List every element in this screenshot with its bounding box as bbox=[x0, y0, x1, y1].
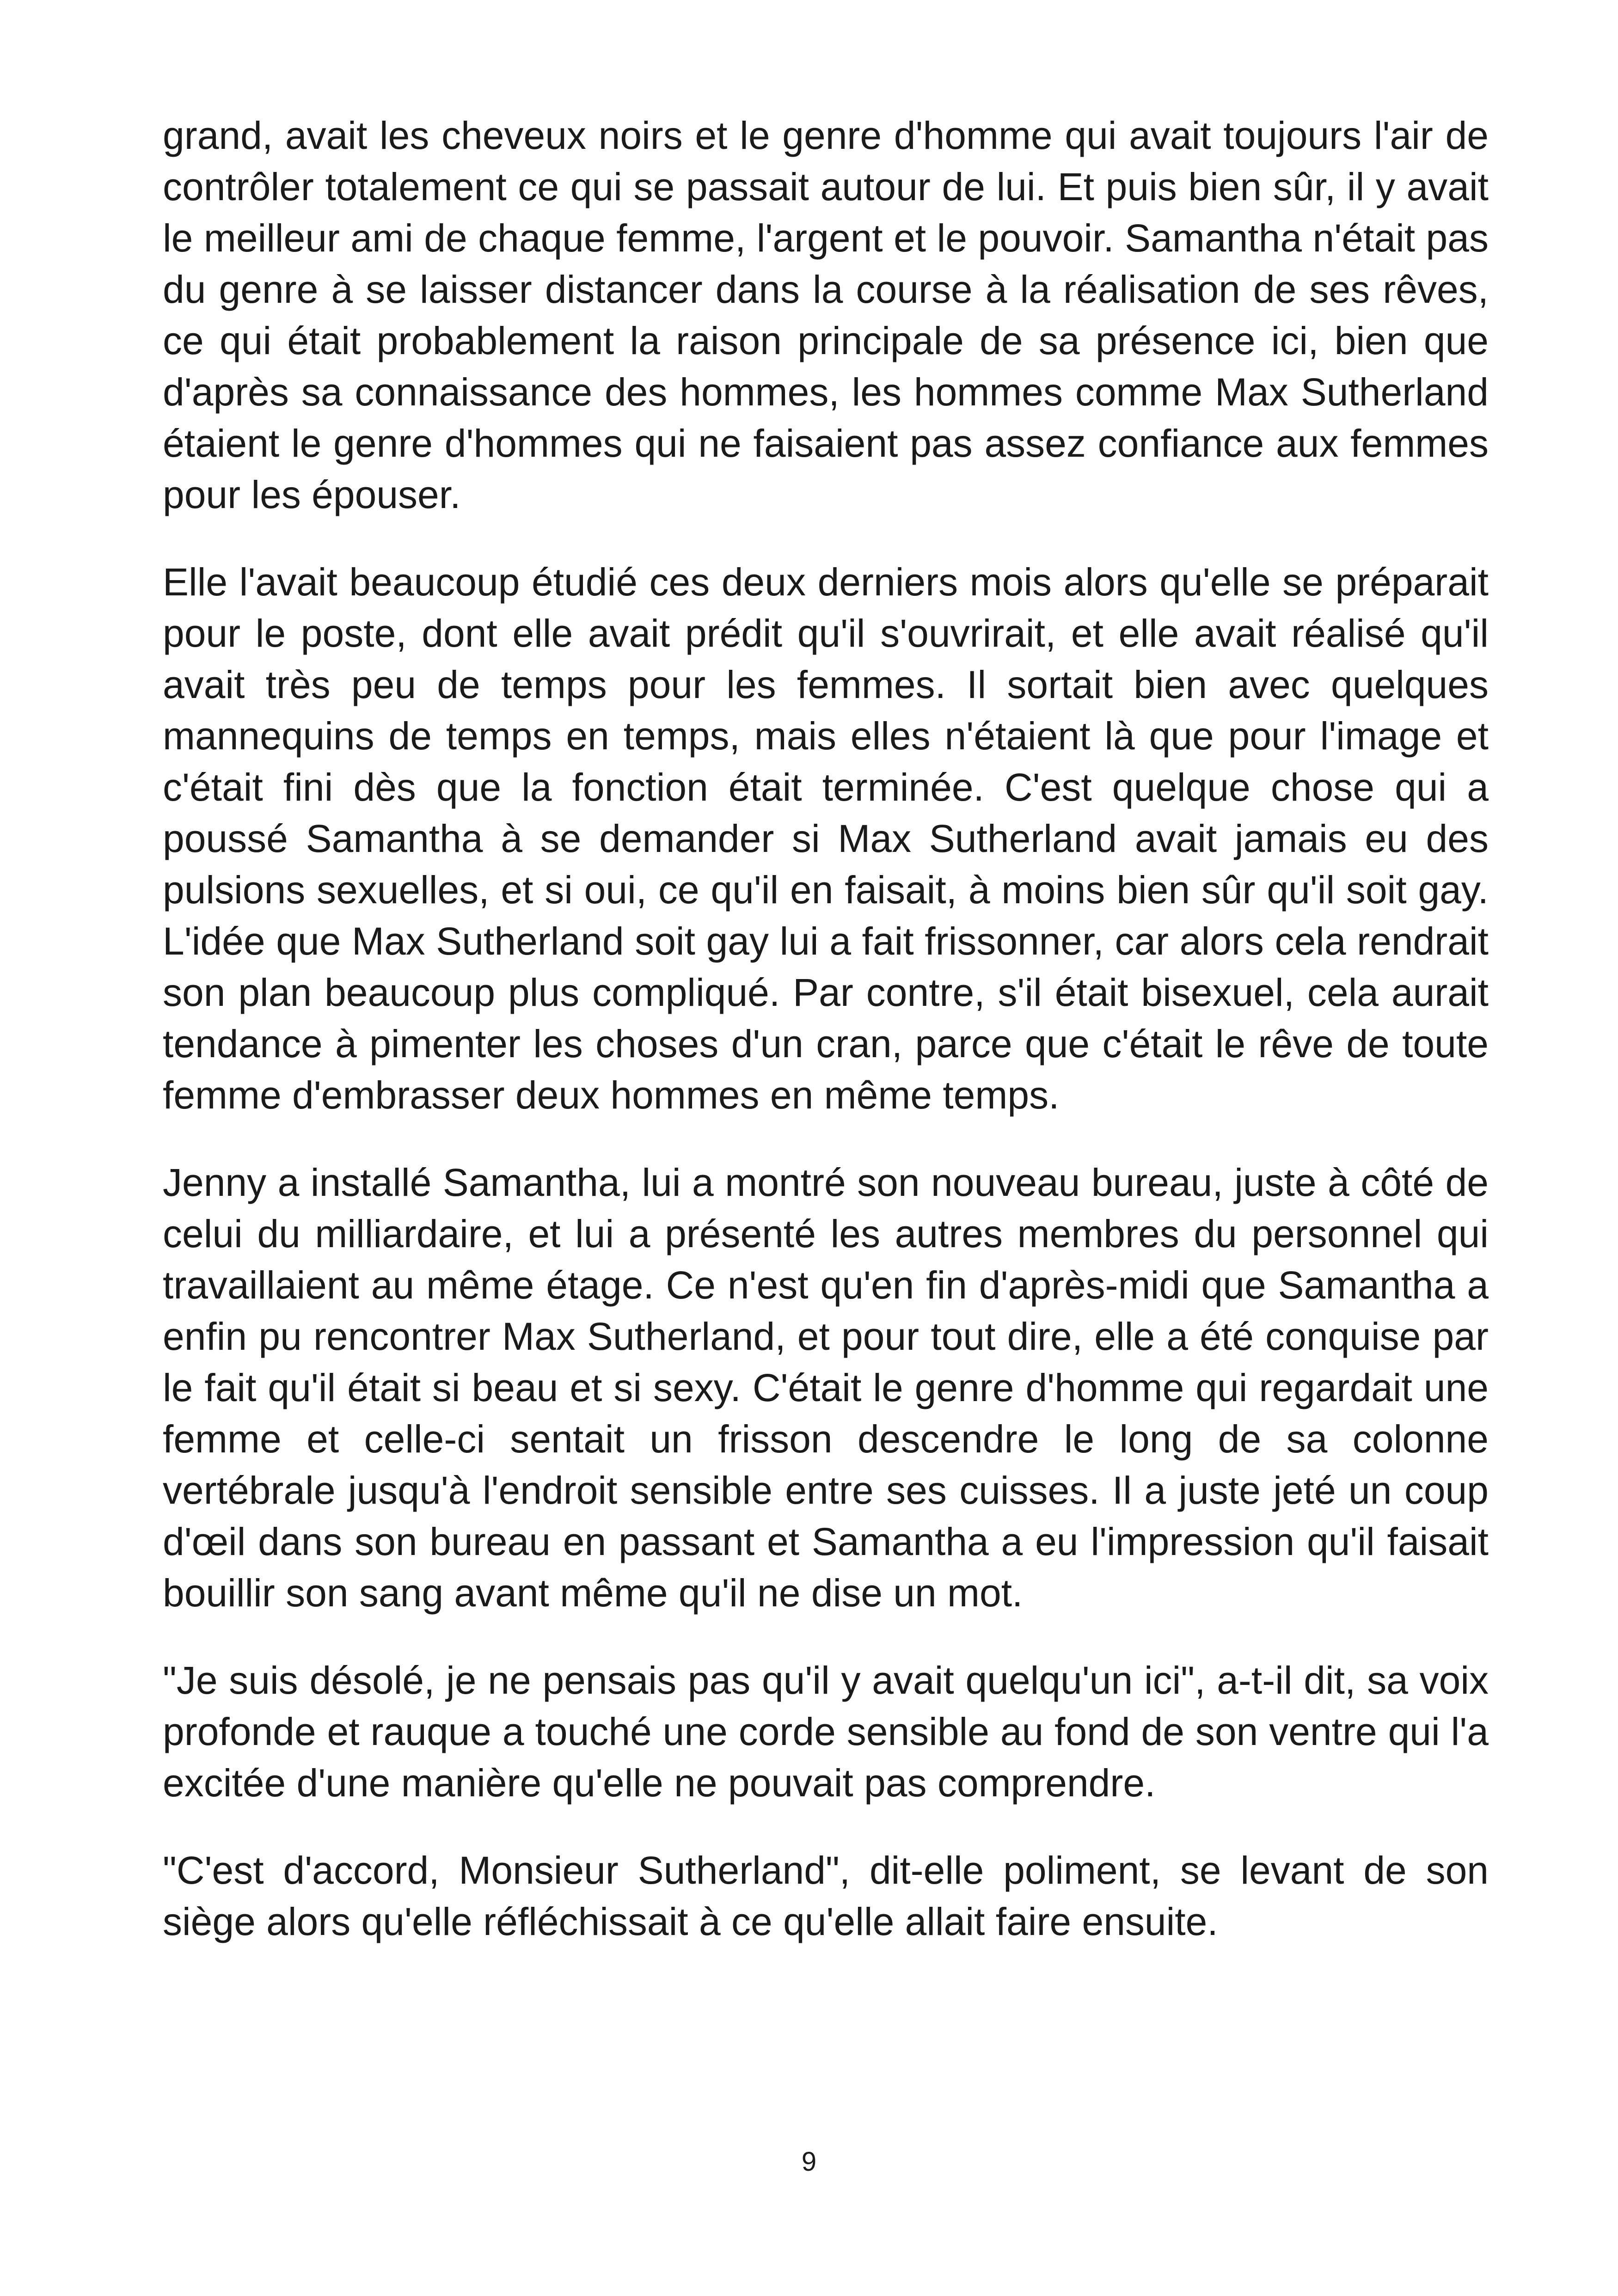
paragraph-2: Elle l'avait beaucoup étudié ces deux derniers mois alors qu'elle se préparait pour le poste, dont elle avait prédit qu'il s'ouvrirait, et elle avait réalisé qu'il avait très peu de temps pour les femmes. Il sortait bien avec quelques mannequins de temps en temps, mais elles n'étaient là que pour l'image et c'était fini dès que la fonction était terminée. C'est quelque chose qui a poussé Samantha à se demander si Max Sutherland avait jamais eu des pulsions sexuelles, et si oui, ce qu'il en faisait, à moins bien sûr qu'il soit gay. L'idée que Max Sutherland soit gay lui a fait frissonner, car alors cela rendrait son plan beaucoup plus compliqué. Par contre, s'il était bisexuel, cela aurait tendance à pimenter les choses d'un cran, parce que c'était le rêve de toute femme d'embrasser deux hommes en même temps. bbox=[163, 560, 1489, 1117]
page-number: 9 bbox=[801, 2147, 817, 2177]
paragraph-1: grand, avait les cheveux noirs et le genre d'homme qui avait toujours l'air de contrôler totalement ce qui se passait autour de lui. Et puis bien sûr, il y avait le meilleur ami de chaque femme, l'argent et le pouvoir. Samantha n'était pas du genre à se laisser distancer dans la course à la réalisation de ses rêves, ce qui était probablement la raison principale de sa présence ici, bien que d'après sa connaissance des hommes, les hommes comme Max Sutherland étaient le genre d'hommes qui ne faisaient pas assez confiance aux femmes pour les épouser. bbox=[163, 114, 1489, 516]
paragraph-5: "C'est d'accord, Monsieur Sutherland", dit-elle poliment, se levant de son siège alors qu'elle réfléchissait à ce qu'elle allait faire ensuite. bbox=[163, 1849, 1489, 1943]
body-text bbox=[163, 110, 1489, 1984]
paragraph-4: "Je suis désolé, je ne pensais pas qu'il y avait quelqu'un ici", a-t-il dit, sa voix profonde et rauque a touché une corde sensible au fond de son ventre qui l'a excitée d'une manière qu'elle ne pouvait pas comprendre. bbox=[163, 1659, 1489, 1805]
paragraph-3: Jenny a installé Samantha, lui a montré son nouveau bureau, juste à côté de celui du milliardaire, et lui a présenté les autres membres du personnel qui travaillaient au même étage. Ce n'est qu'en fin d'après-midi que Samantha a enfin pu rencontrer Max Sutherland, et pour tout dire, elle a été conquise par le fait qu'il était si beau et si sexy. C'était le genre d'homme qui regardait une femme et celle-ci sentait un frisson descendre le long de sa colonne vertébrale jusqu'à l'endroit sensible entre ses cuisses. Il a juste jeté un coup d'œil dans son bureau en passant et Samantha a eu l'impression qu'il faisait bouillir son sang avant même qu'il ne dise un mot. bbox=[163, 1161, 1489, 1615]
